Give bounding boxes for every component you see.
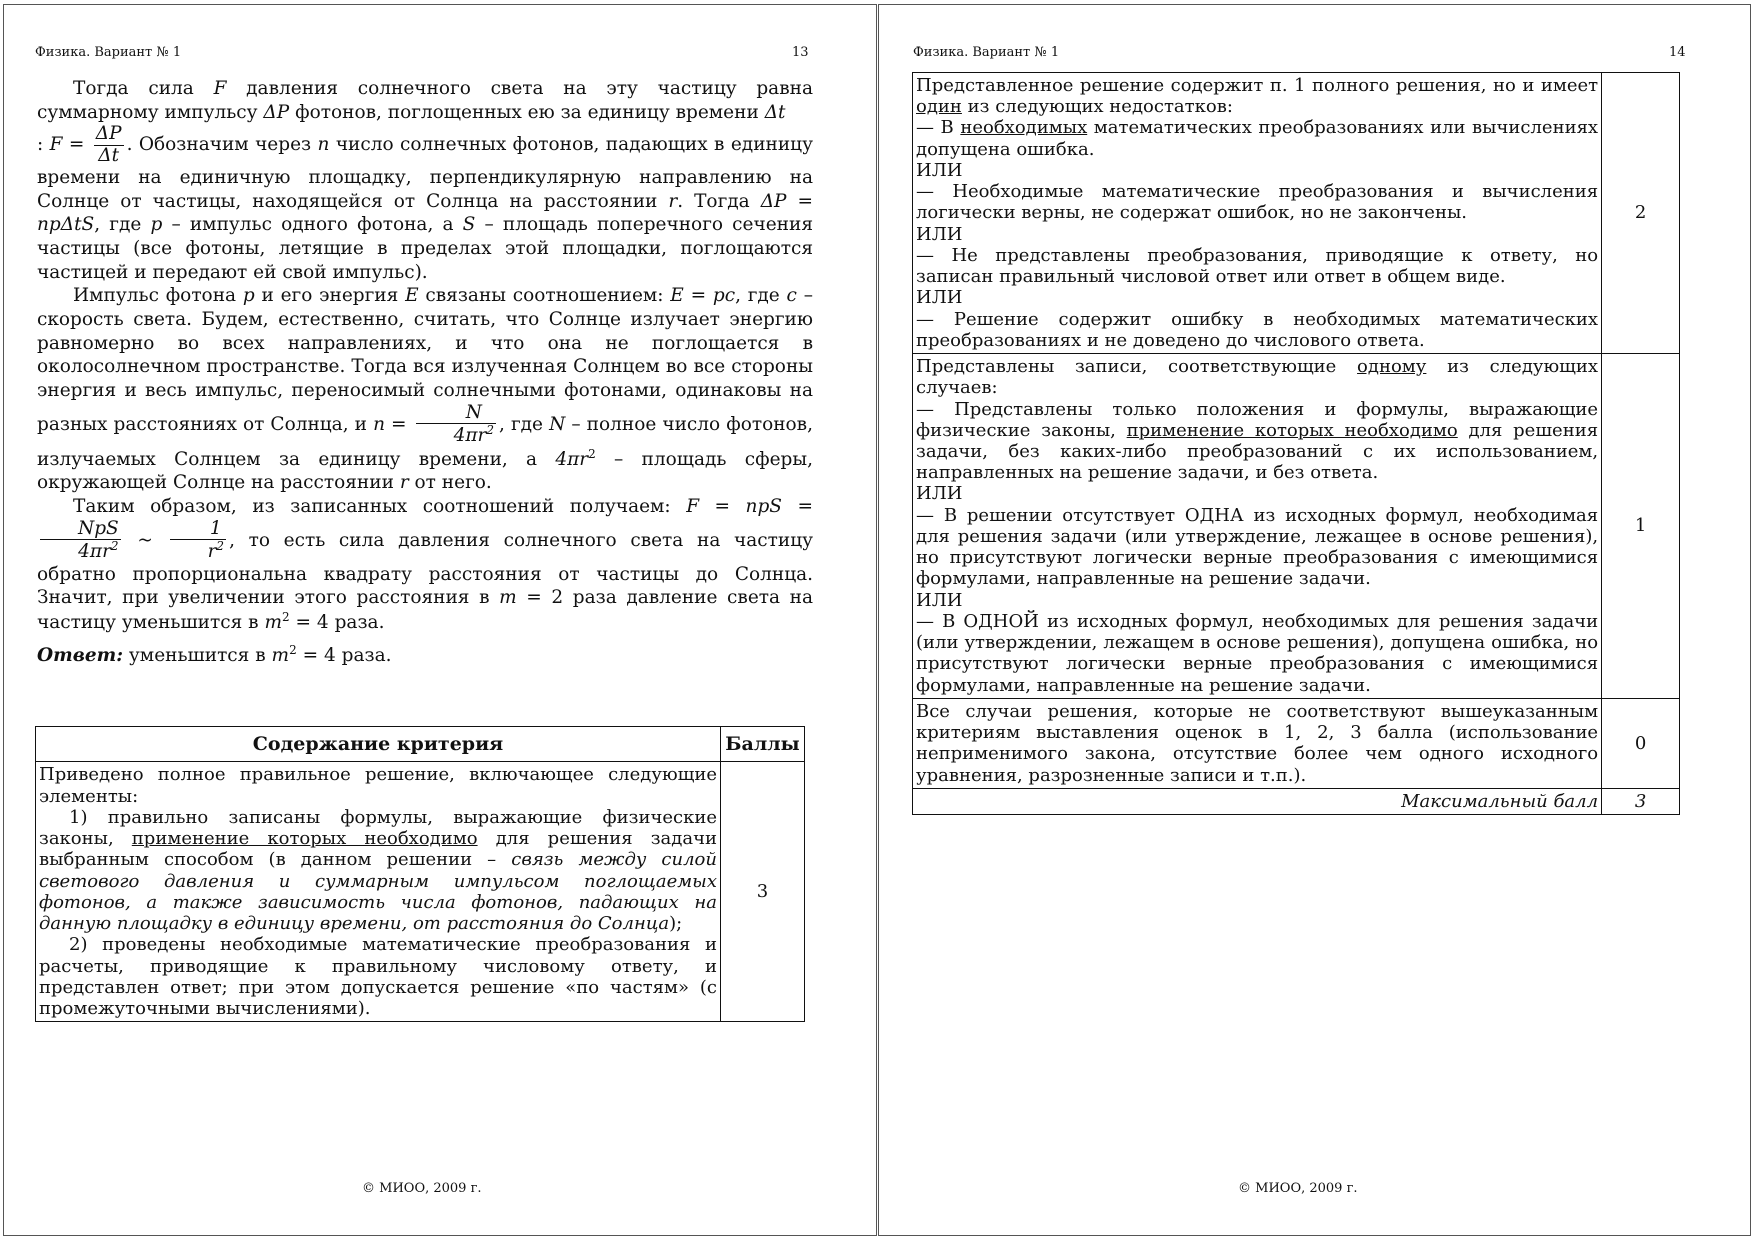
running-head: Физика. Вариант № 1 (35, 45, 182, 60)
paragraph: Импульс фотона p и его энергия E связаны соотношением: E = pc, где c – скорость света. Будем, естественно, считать, что Солнце излучает энергию равномерно во всех направлениях, и что она не поглощается в околосолнечном пространстве. Тогда вся излученная Солнцем во все стороны энергия и весь импульс, переносимый солнечными фотонами, одинаковы на разных расстояниях от Солнца, и n = $\frac{N}{4\pi r^2}$ , где N – полное число фотонов, излучаемых Солнцем за единицу времени, а $4\pi r^2$ – площадь сферы, окружающей Солнце на расстоянии r от него. (37, 285, 813, 494)
header-content: Содержание критерия (36, 727, 721, 762)
criterion-text: Представленное решение содержит п. 1 полного решения, но и имеет один из следующих недостатков: — В необходимых математических преобразованиях или вычислениях допущена ошибка. ИЛИ — Необходимые математические преобразования и вычисления логически верны, не содержат ошибок, но не закончены. ИЛИ — Не представлены преобразования, приводящие к ответу, но записан правильный числовой ответ или ответ в общем виде. ИЛИ — Решение содержит ошибку в необходимых математических преобразованиях и не доведено до числового ответа. (913, 73, 1602, 354)
criterion-text: Все случаи решения, которые не соответствуют вышеуказанным критериям выставления оценок в 1, 2, 3 балла (использование неприменимого закона, отсутствие более чем одного исходного уравнения, разрозненные записи и т.п.). (913, 698, 1602, 788)
criterion-text: Представлены записи, соответствующие одному из следующих случаев: — Представлены только положения и формулы, выражающие физические законы, применение которых необходимо для решения задачи, без каких-либо преобразований с их использованием, направленных на решение задачи, и без ответа. ИЛИ — В решении отсутствует ОДНА из исходных формул, необходимая для решения задачи (или утверждение, лежащее в основе решения), но присутствуют логически верные преобразования с имеющимися формулами, направленные на решение задачи. ИЛИ — В ОДНОЙ из исходных формул, необходимых для решения задачи (или утверждении, лежащем в основе решения), допущена ошибка, но присутствуют логически верные преобразования с имеющимися формулами, направленные на решение задачи. (913, 354, 1602, 699)
table-row (913, 698, 1680, 788)
page-left (3, 4, 877, 1236)
max-score-value: 3 (1602, 788, 1680, 814)
fraction: $\frac{N}{4\pi r^2}$ (416, 403, 496, 447)
criteria-table (35, 726, 805, 1022)
page-number: 13 (792, 45, 809, 60)
max-score-row (913, 788, 1680, 814)
footer: © МИОО, 2009 г. (362, 1181, 482, 1196)
table-row (36, 762, 805, 1022)
criteria-table-continued (912, 72, 1680, 815)
fraction: $\frac{\text{NpS}}{4\pi r^2}$ (40, 519, 121, 563)
criterion-score: 3 (721, 762, 805, 1022)
paragraph: Таким образом, из записанных соотношений получаем: F = npS = $\frac{\text{NpS}}{4\pi r^2}$ ~ $\frac{1}{r^2}$ , то есть сила давления солнечного света на частицу обратно пропорциональна квадрату расстояния от частицы до Солнца. Значит, при увеличении этого расстояния в m = 2 раза давление света на частицу уменьшится в $m^2 = 4$ раза. (37, 496, 813, 634)
page-number: 14 (1669, 45, 1686, 60)
page-right (878, 4, 1751, 1236)
fraction: $\frac{1}{r^2}$ (170, 519, 226, 563)
table-row (913, 354, 1680, 699)
paragraph: Тогда сила F давления солнечного света на эту частицу равна суммарному импульсу ΔP фотонов, поглощенных ею за единицу времени Δt (37, 78, 813, 123)
fraction: $\frac{\Delta P}{\Delta t}$ (95, 123, 122, 166)
answer-label: Ответ (37, 644, 117, 666)
table-header-row (36, 727, 805, 762)
criterion-score: 1 (1602, 354, 1680, 699)
table-row (913, 73, 1680, 354)
criterion-score: 0 (1602, 698, 1680, 788)
solution-text (37, 77, 813, 668)
running-head: Физика. Вариант № 1 (913, 45, 1060, 60)
max-score-label: Максимальный балл (913, 788, 1602, 814)
paragraph: : F = $\frac{\Delta P}{\Delta t}$ . Обозначим через n число солнечных фотонов, падающих в единицу времени на единичную площадку, перпендикулярную направлению на Солнце от частицы, находящейся от Солнца на расстоянии r. Тогда ΔP = npΔtS, где p – импульс одного фотона, а S – площадь поперечного сечения частицы (все фотоны, летящие в пределах этой площадки, поглощаются частицей и передают ей свой импульс). (37, 123, 813, 283)
answer-line: Ответ: уменьшится в $m^2 = 4$ раза. (37, 642, 392, 666)
criterion-score: 2 (1602, 73, 1680, 354)
criterion-text: Приведено полное правильное решение, включающее следующие элементы: 1) правильно записаны формулы, выражающие физические законы, применение которых необходимо для решения задачи выбранным способом (в данном решении – связь между силой светового давления и суммарным импульсом поглощаемых фотонов, а также зависимость числа фотонов, падающих на данную площадку в единицу времени, от расстояния до Солнца); 2) проведены необходимые математические преобразования и расчеты, приводящие к правильному числовому ответу, и представлен ответ; при этом допускается решение «по частям» (с промежуточными вычислениями). (36, 762, 721, 1022)
header-score: Баллы (721, 727, 805, 762)
footer: © МИОО, 2009 г. (1238, 1181, 1358, 1196)
